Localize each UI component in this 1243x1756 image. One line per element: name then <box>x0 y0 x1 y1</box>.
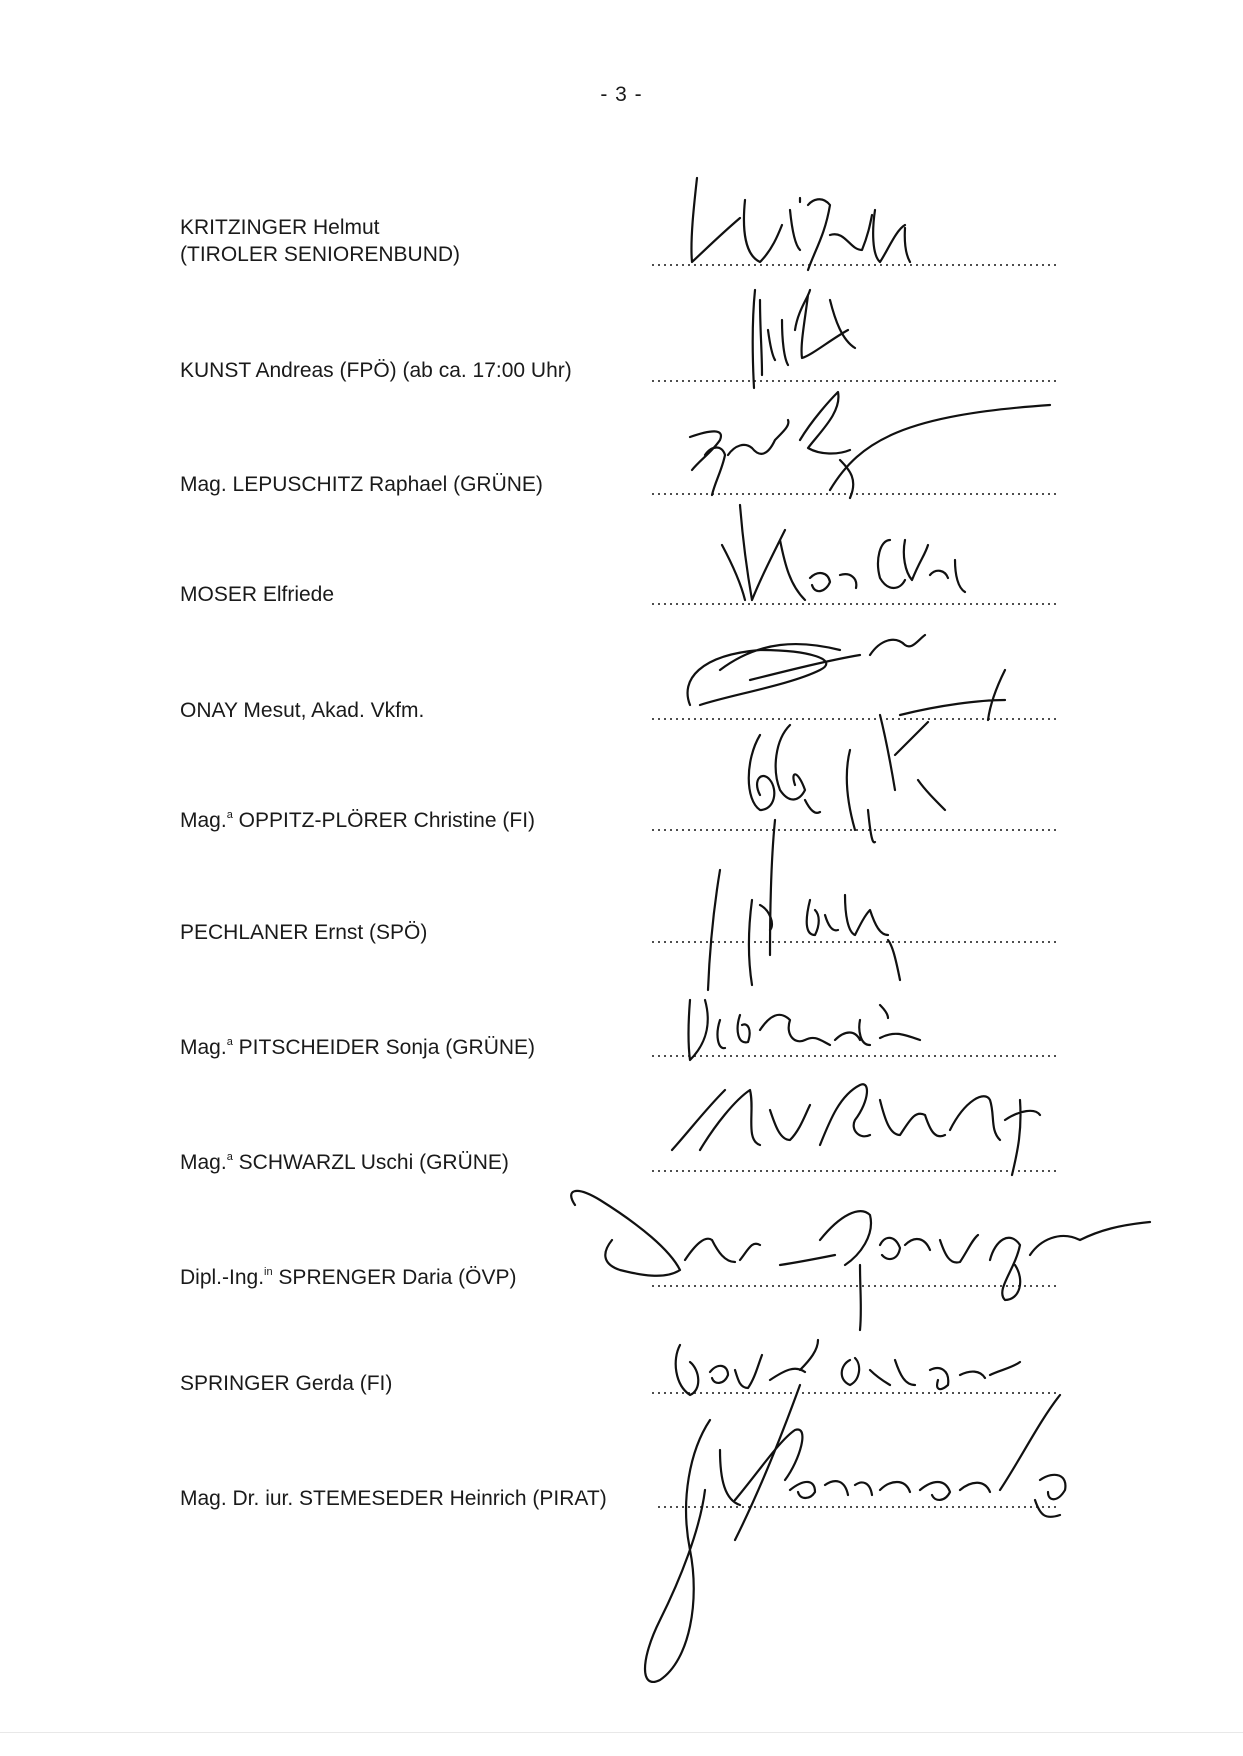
signature-schwarzl <box>672 1084 1040 1175</box>
signatory-kunst <box>180 357 572 384</box>
signatory-springer <box>180 1370 392 1397</box>
signatory-affiliation: (TIROLER SENIORENBUND) <box>180 243 461 266</box>
signatory-schwarzl <box>180 1149 509 1176</box>
signature-stemeseder <box>645 1395 1065 1682</box>
signature-line <box>650 603 1056 605</box>
title-superscript: a <box>226 809 233 821</box>
signature-line <box>656 1506 1056 1508</box>
signatory-name: SCHWARZL Uschi (GRÜNE) <box>232 1151 509 1174</box>
signatory-title: Mag. <box>180 1036 227 1059</box>
signature-line <box>650 1055 1056 1057</box>
signature-moser <box>722 505 965 600</box>
signatory-name: PITSCHEIDER Sonja (GRÜNE) <box>232 1036 536 1059</box>
signatory-lepuschitz <box>180 471 543 498</box>
signature-line <box>650 941 1056 943</box>
scan-edge <box>0 1732 1243 1733</box>
signature-line <box>650 264 1056 266</box>
signatory-title: Mag. <box>180 809 227 832</box>
title-superscript: a <box>226 1036 233 1048</box>
signatory-name: Mag. LEPUSCHITZ Raphael (GRÜNE) <box>180 473 543 496</box>
signature-pechlaner <box>708 870 900 990</box>
signature-oppitz-ploerer <box>749 715 945 955</box>
signatory-oppitz-ploerer <box>180 807 535 834</box>
signature-lepuschitz <box>690 392 1050 498</box>
signature-pitscheider <box>689 1000 921 1060</box>
signature-onay <box>688 635 1005 720</box>
signatory-title: Dipl.-Ing. <box>180 1266 265 1289</box>
signatory-name: KUNST Andreas (FPÖ) (ab ca. 17:00 Uhr) <box>180 359 572 382</box>
signature-springer <box>676 1340 1020 1540</box>
signature-line <box>650 380 1056 382</box>
signatory-pitscheider <box>180 1034 535 1061</box>
signatory-name: SPRENGER Daria (ÖVP) <box>272 1266 517 1289</box>
signature-kunst <box>753 290 855 388</box>
signatory-stemeseder <box>180 1485 607 1512</box>
signatory-onay <box>180 697 424 724</box>
signatory-pechlaner <box>180 919 427 946</box>
signatory-name: OPPITZ-PLÖRER Christine (FI) <box>232 809 536 832</box>
signatory-name: Mag. Dr. iur. STEMESEDER Heinrich (PIRAT) <box>180 1487 607 1510</box>
title-superscript: a <box>226 1151 233 1163</box>
page-number: - 3 - <box>600 83 643 106</box>
signature-kritzinger <box>691 178 910 270</box>
signatory-name: MOSER Elfriede <box>180 583 335 606</box>
signature-sprenger <box>571 1191 1150 1330</box>
signature-line <box>650 1170 1056 1172</box>
signatory-name: SPRINGER Gerda (FI) <box>180 1372 393 1395</box>
signature-line <box>650 1392 1056 1394</box>
signature-line <box>650 718 1056 720</box>
signatory-name: ONAY Mesut, Akad. Vkfm. <box>180 699 425 722</box>
signatory-moser <box>180 581 334 608</box>
signatory-title: Mag. <box>180 1151 227 1174</box>
signatory-sprenger <box>180 1264 516 1291</box>
signature-line <box>650 829 1056 831</box>
signature-line <box>650 493 1056 495</box>
signatory-kritzinger <box>180 214 460 268</box>
signature-line <box>650 1285 1056 1287</box>
signatory-name: KRITZINGER Helmut <box>180 216 380 239</box>
signatory-name: PECHLANER Ernst (SPÖ) <box>180 921 428 944</box>
title-superscript: in <box>264 1266 273 1278</box>
